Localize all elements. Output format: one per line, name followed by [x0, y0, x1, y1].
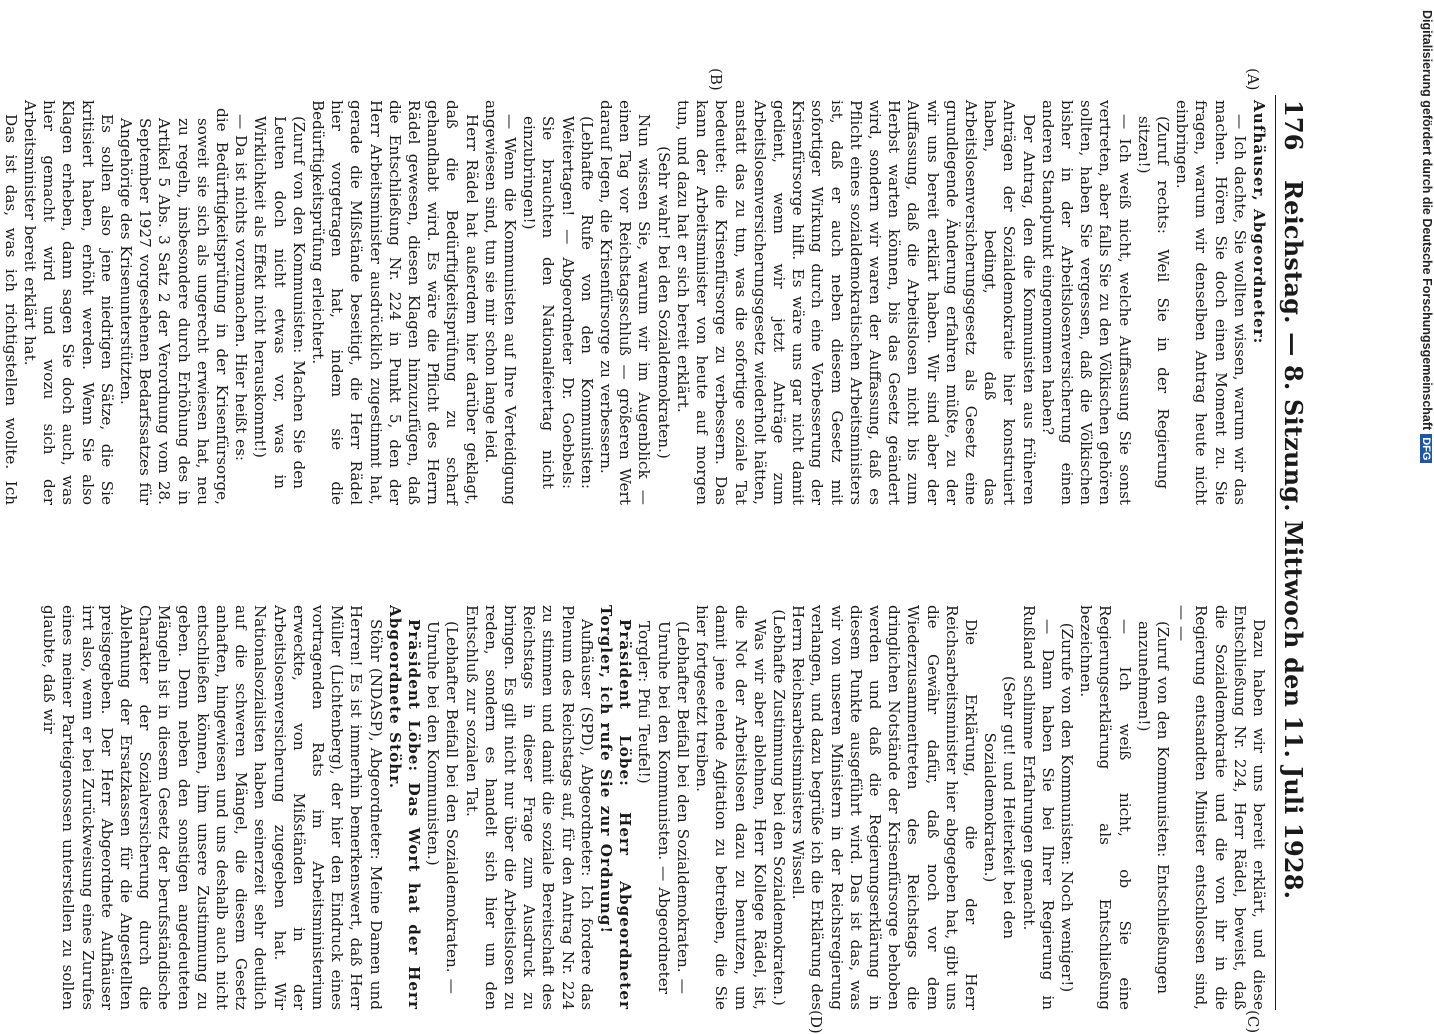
margin-mark-c: (C)	[1244, 1010, 1262, 1034]
paragraph: — Ich weiß nicht, ob Sie eine Regierungserklärung als Entschließung bezeichnen.	[1077, 605, 1134, 1010]
paragraph: Dazu haben wir uns bereit erklärt, und diese Entschließung Nr. 224, Herr Rädel, beweist, daß die Sozialdemokratie und die von ihr in die Regierung entsandten Minister entschlossen sind, — —	[1173, 605, 1268, 1010]
interjection: (Zuruf rechts: Weil Sie in der Regierung sitzen!)	[1134, 116, 1172, 489]
page-header	[1270, 0, 1310, 1000]
page-title: Reichstag. — 8. Sitzung. Mittwoch den 11. Juli 1928.	[1279, 180, 1308, 900]
interjection: (Zuruf von den Kommunisten: Machen Sie den Leuten doch nicht etwas vor, was in Wirklichkeit als Effekt nicht herauskommt!)	[251, 116, 308, 489]
president-statement: Präsident Löbe: Das Wort hat der Herr Abgeordnete Stöhr.	[385, 605, 424, 1010]
quoted-text: die Bedürftigkeitsprüfung in der Krisenfürsorge, soweit sie sich als ungerecht erwiesen hat, neu zu regeln, insbesondere durch Erhöhung des in Artikel 5 Abs. 3 Satz 2 der Verordnung vom 28. September 1927 vorgesehenen Bedarfssatzes für Angehörige des Krisenunterstützten.	[117, 108, 232, 505]
dfg-credit-line	[1420, 10, 1434, 463]
interjection: (Sehr wahr! bei den Sozialdemokraten.)	[654, 146, 673, 459]
paragraph: Nun wissen Sie, warum wir im Augenblick — einen Tag vor Reichstagsschluß — größeren Wert darauf legen, die Krisenfürsorge zu verbessern.	[597, 100, 654, 505]
paragraph: Was wir aber ablehnen, Herr Kollege Rädel, ist, die Not der Arbeitslosen dazu zu benutzen, um damit jene elende Agitation zu betreiben, die Sie hier fortgesetzt treiben.	[693, 605, 769, 1010]
interjection: (Lebhafter Beifall bei den Sozialdemokraten. — Unruhe bei den Kommunisten. — Abgeordneter Torgler: Pfui Teufel!)	[635, 621, 692, 994]
right-column	[40, 605, 1268, 1010]
paragraph: Der Antrag, den die Kommunisten aus früheren Anträgen der Sozialdemokratie hier konstruiert haben, bedingt, daß das Arbeitslosenversicherungsgesetz als Gesetz eine grundlegende Änderung erfahren müßte, zu der wir uns bereit erklärt haben. Wir sind aber der Auffassung, daß die Arbeitslosen nicht bis zum Herbst warten können, bis das Gesetz geändert wird, sondern wir waren der Auffassung, daß es Pflicht eines sozialdemokratischen Arbeitsministers ist, daß er auch neben diesem Gesetz mit sofortiger Wirkung durch eine Verbesserung der Krisenfürsorge hilft. Es wäre uns gar nicht damit gedient, wenn wir jetzt Anträge zum Arbeitslosenversicherungsgesetz wiederholt hätten, anstatt das zu tun, was die sofortige soziale Tat bedeutet: die Krisenfürsorge zu verbessern. Das kann der Arbeitsminister von heute auf morgen tun, und dazu hat er sich bereit erklärt.	[673, 100, 1038, 505]
interjection: (Zuruf von den Kommunisten: Entschließungen anzunehmen!)	[1134, 621, 1172, 994]
page-number: 176	[1279, 100, 1308, 151]
paragraph: — Dann haben Sie bei Ihrer Regierung in Rußland schlimme Erfahrungen gemacht.	[1019, 605, 1057, 1010]
margin-mark-d: (D)	[807, 1010, 825, 1034]
rotated-page	[1, 0, 1310, 1034]
speaker-paragraph: Aufhäuser (SPD), Abgeordneter: Ich fordere das Plenum des Reichstags auf, für den Antrag Nr. 224 zu stimmen und damit die soziale Bereitschaft des Reichstags in dieser Frage zum Ausdruck zu bringen. Es gilt nicht nur über die Arbeitslosen zu reden, sondern es handelt sich hier um den Entschluß zur sozialen Tat.	[462, 605, 596, 1010]
paragraph: Die Erklärung, die der Herr Reichsarbeitsminister hier abgegeben hat, gibt uns die Gewähr dafür, daß noch vor dem Wiederzusammentreten des Reichstags die dringlichen Notstände der Krisenfürsorge behoben werden und daß die Regierungserklärung in diesem Punkte ausgeführt wird. Das ist das, was wir von unseren Ministern in der Reichsregierung verlangen, und dazu begrüße ich die Erklärung des Herrn Reichsarbeitsministers Wissell.	[789, 605, 980, 1010]
paragraph: — Ich weiß nicht, welche Auffassung Sie sonst vertreten, aber falls Sie zu den Völkischen gehören sollten, haben Sie vergessen, daß die Völkischen bisher in der Arbeitslosenversicherung einen anderen Standpunkt eingenommen haben?	[1038, 100, 1134, 505]
margin-mark-b: (B)	[707, 68, 725, 91]
credit-text: Digitalisierung gefördert durch die Deutsche Forschungsgemeinschaft	[1420, 10, 1434, 431]
paragraph: — Ich dachte, Sie wollten wissen, warum wir das machen. Hören Sie doch einen Moment zu. Sie fragen, warum wir denselben Antrag heute nicht einbringen.	[1173, 100, 1249, 505]
header-rule	[1275, 95, 1276, 1010]
paragraph: — Da ist nichts vorzumachen. Hier heißt es:	[232, 114, 251, 462]
paragraph: — Wenn die Kommunisten auf Ihre Verteidigung angewiesen sind, tun sie mir schon lange leid.	[481, 100, 520, 505]
interjection: (Sehr gut! und Heiterkeit bei den Sozialdemokraten.)	[981, 675, 1019, 940]
left-column	[1, 100, 1268, 505]
paragraph: Es sollen also jene niedrigen Sätze, die Sie kritisiert haben, erhöht werden. Wenn Sie also Klagen erheben, dann sagen Sie doch auch, was hier gemacht wird und wozu sich der Arbeitsminister bereit erklärt hat.	[21, 100, 116, 505]
dfg-logo: DFG	[1420, 434, 1432, 463]
paragraph: Das ist das, was ich richtigstellen wollte. Ich	[1, 114, 20, 505]
president-statement: Präsident Löbe: Herr Abgeordneter Torgler, ich rufe Sie zur Ordnung!	[597, 605, 635, 1010]
interjection: (Lebhafte Rufe von den Kommunisten: Weitertagen! — Abgeordneter Dr. Goebbels: Sie brauchten den Nationalfeiertag nicht einzubringen!)	[520, 116, 596, 489]
interjection: (Lebhafter Beifall bei den Sozialdemokraten. — Unruhe bei den Kommunisten.)	[424, 621, 462, 994]
interjection: (Zurufe von den Kommunisten: Noch weniger!)	[1057, 622, 1076, 993]
speaker-line: Aufhäuser, Abgeordneter:	[1250, 100, 1268, 345]
speaker-paragraph: Stöhr (NDASP), Abgeordneter: Meine Damen und Herren! Es ist immerhin bemerkenswert, daß Herr Müller (Lichtenberg), der hier den Eindruck eines vortragenden Rats im Arbeitsministerium erweckte, von Mißständen in der Arbeitslosenversicherung zugegeben hat. Wir Nationalsozialisten haben seinerzeit sehr deutlich auf die schweren Mängel, die diesem Gesetz anhaften, hingewiesen und uns deshalb auch nicht entschließen können, ihm unsere Zustimmung zu geben. Denn neben den sonstigen angedeuteten Mängeln ist in diesem Gesetz der berufsständische Charakter der Sozialversicherung durch die Ablehnung der Ersatzkassen für die Angestellten preisgegeben. Der Herr Abgeordnete Aufhäuser irrt also, wenn er bei Zurückweisung eines Zurufes eines meiner Parteigenossen unterstellen zu sollen glaubte, daß wir	[40, 605, 385, 1010]
paragraph: Herr Rädel hat außerdem hier darüber geklagt, daß die Bedürftigkeitsprüfung zu scharf gehandhabt wird. Es wäre die Pflicht des Herrn Rädel gewesen, diesen Klagen hinzuzufügen, daß die Entschließung Nr. 224 in Punkt 5, den der Herr Arbeitsminister ausdrücklich zugestimmt hat, gerade die Mißstände beseitigt, die Herr Rädel hier vorgetragen hat, indem sie die Bedürftigkeitsprüfung erleichtert.	[309, 100, 481, 505]
interjection: (Lebhafte Zustimmung bei den Sozialdemokraten.)	[769, 609, 788, 1006]
margin-mark-a: (A)	[1244, 68, 1262, 91]
